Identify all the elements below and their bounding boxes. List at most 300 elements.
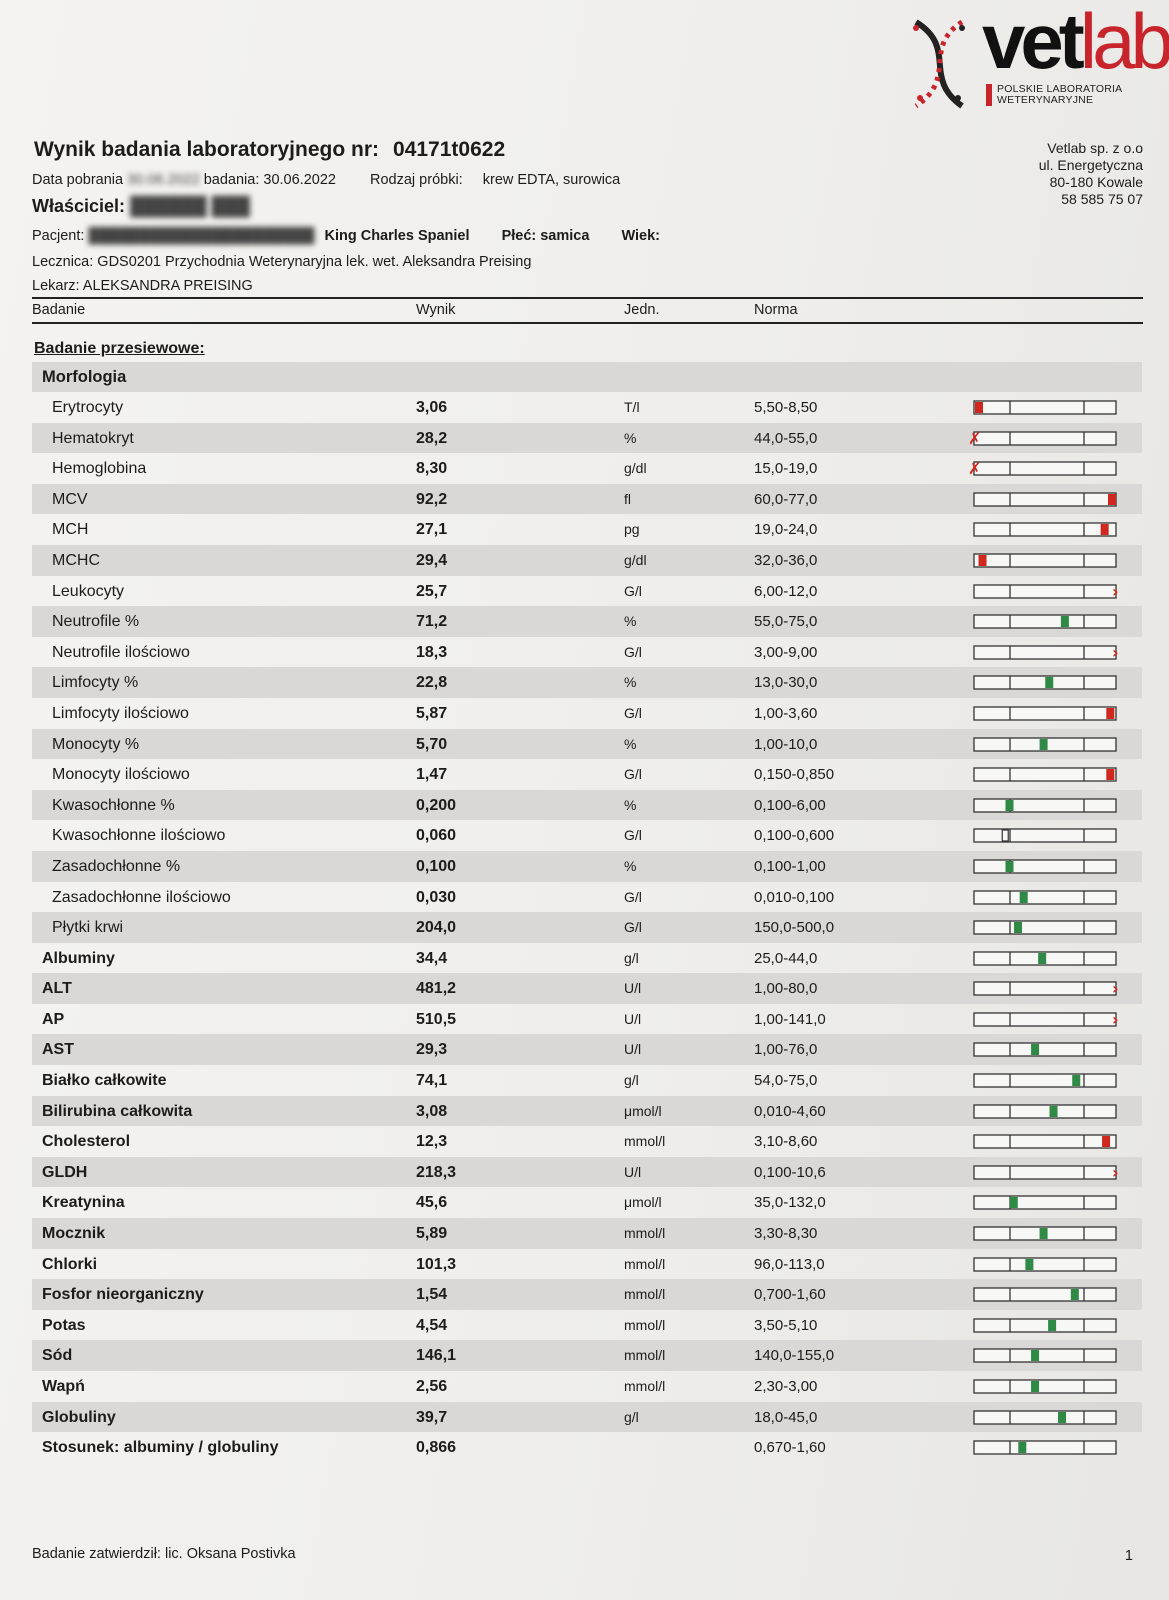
range-bar (968, 1318, 1124, 1340)
value-marker (1040, 739, 1048, 750)
table-row (32, 1004, 1142, 1035)
logo-vet: vet (982, 0, 1080, 85)
out-of-range-marker: › (1112, 981, 1119, 999)
test-norm: 1,00-76,0 (754, 1041, 818, 1059)
range-bar-frame (974, 921, 1116, 934)
test-result: 18,3 (416, 643, 448, 661)
table-row (32, 484, 1142, 515)
page-number: 1 (1124, 1548, 1133, 1564)
dates-prefix: Data pobrania (32, 172, 124, 188)
company-city: 80-180 Kowale (1049, 174, 1143, 190)
table-row (32, 820, 1142, 851)
test-result: 12,3 (416, 1133, 448, 1151)
test-norm: 44,0-55,0 (754, 429, 818, 447)
test-result: 146,1 (416, 1347, 457, 1365)
range-bar-frame (974, 829, 1116, 842)
range-bar (968, 1379, 1124, 1401)
test-unit: mmol/l (624, 1286, 666, 1303)
test-result: 34,4 (416, 949, 448, 967)
table-row (32, 637, 1142, 668)
test-norm: 96,0-113,0 (754, 1255, 825, 1273)
range-bar (968, 767, 1124, 789)
report-number: 04171t0622 (393, 138, 506, 161)
value-marker (1006, 800, 1014, 811)
test-result: 45,6 (416, 1194, 448, 1212)
test-norm: 3,50-5,10 (754, 1316, 818, 1334)
test-unit: g/l (624, 1408, 639, 1425)
test-result: 1,47 (416, 766, 448, 784)
table-row (32, 1218, 1142, 1249)
table-row (32, 1126, 1142, 1157)
value-marker (1040, 1228, 1048, 1239)
company-street: ul. Energetyczna (1038, 157, 1143, 173)
test-result: 92,2 (416, 490, 448, 508)
range-bar (968, 1287, 1124, 1309)
test-name: Globuliny (42, 1408, 116, 1426)
test-result: 0,030 (416, 888, 457, 906)
test-result: 510,5 (416, 1010, 457, 1028)
test-norm: 6,00-12,0 (754, 582, 818, 600)
test-result: 4,54 (416, 1316, 448, 1334)
test-result: 0,100 (416, 857, 457, 875)
range-bar-frame (974, 799, 1116, 812)
header-norm: Norma (754, 302, 798, 318)
range-bar (968, 1042, 1124, 1064)
test-name: Monocyty % (52, 735, 140, 753)
test-name: Stosunek: albuminy / globuliny (42, 1439, 279, 1457)
test-name: Fosfor nieorganiczny (42, 1286, 204, 1304)
range-bar-frame (974, 1380, 1116, 1393)
range-bar (968, 1440, 1124, 1462)
test-result: 1,54 (416, 1286, 448, 1304)
range-bar (968, 1348, 1124, 1370)
clinic-line: Lecznica: GDS0201 Przychodnia Weterynaryjna lek. wet. Aleksandra Preising (32, 254, 532, 270)
range-bar (968, 1165, 1124, 1187)
range-bar (968, 1134, 1124, 1156)
test-unit: U/l (624, 1163, 642, 1180)
range-bar (968, 1104, 1124, 1126)
table-row (32, 1279, 1142, 1310)
test-name: Zasadochłonne ilościowo (52, 888, 231, 906)
test-name: AP (42, 1010, 65, 1028)
range-bar-frame (974, 768, 1116, 781)
test-unit: mmol/l (624, 1133, 666, 1150)
test-name: Albuminy (42, 949, 115, 967)
test-norm: 19,0-24,0 (754, 521, 818, 539)
test-name: MCHC (52, 551, 100, 569)
range-bar (968, 859, 1124, 881)
out-of-range-marker: › (1112, 1011, 1119, 1029)
range-bar-frame (974, 432, 1116, 445)
value-marker (1048, 1320, 1056, 1331)
test-name: Bilirubina całkowita (42, 1102, 193, 1120)
value-marker (1061, 616, 1069, 627)
range-bar-frame (974, 1043, 1116, 1056)
test-name: MCH (52, 521, 89, 539)
value-marker (1010, 1197, 1018, 1208)
value-marker (1006, 861, 1014, 872)
range-bar (968, 890, 1124, 912)
range-bar (968, 645, 1124, 667)
test-name: Cholesterol (42, 1133, 131, 1151)
owner-label: Właściciel: (32, 196, 126, 216)
test-norm: 55,0-75,0 (754, 613, 818, 631)
section-title: Badanie przesiewowe: (34, 340, 205, 357)
header-unit: Jedn. (624, 302, 660, 318)
range-bar (968, 737, 1124, 759)
table-row (32, 943, 1142, 974)
logo-subtitle-line1: POLSKIE LABORATORIA (997, 83, 1123, 95)
test-name: Kreatynina (42, 1194, 125, 1212)
test-unit: g/dl (624, 551, 647, 568)
test-unit: fl (624, 490, 631, 507)
dates-line (32, 172, 620, 188)
range-bar-frame (974, 615, 1116, 628)
out-of-range-marker: ✗ (968, 461, 982, 479)
test-norm: 1,00-141,0 (754, 1010, 826, 1028)
owner-redacted: ██████ ███ (130, 196, 250, 216)
test-norm: 25,0-44,0 (754, 949, 818, 967)
range-bar (968, 431, 1124, 453)
test-norm: 140,0-155,0 (754, 1347, 835, 1365)
range-bar-frame (974, 1288, 1116, 1301)
test-norm: 3,30-8,30 (754, 1225, 818, 1243)
report-title (34, 138, 505, 162)
test-norm: 32,0-36,0 (754, 551, 818, 569)
range-bar-frame (974, 1013, 1116, 1026)
value-marker (975, 402, 983, 413)
test-norm: 0,100-10,6 (754, 1163, 826, 1181)
range-bar-frame (974, 1411, 1116, 1424)
patient-breed: King Charles Spaniel (324, 228, 470, 244)
logo-lab: lab (1079, 0, 1169, 85)
value-marker (1020, 892, 1028, 903)
test-name: Kwasochłonne ilościowo (52, 827, 226, 845)
test-norm: 1,00-3,60 (754, 704, 818, 722)
range-bar-frame (974, 1258, 1116, 1271)
test-unit: mmol/l (624, 1255, 666, 1272)
test-norm: 54,0-75,0 (754, 1072, 818, 1090)
test-result: 29,4 (416, 551, 448, 569)
test-norm: 1,00-80,0 (754, 980, 818, 998)
header-test: Badanie (32, 302, 86, 318)
test-result: 71,2 (416, 613, 448, 631)
table-row (32, 423, 1142, 454)
range-bar-frame (974, 462, 1116, 475)
test-unit: T/l (624, 399, 640, 415)
value-marker (1018, 1442, 1026, 1453)
table-row (32, 667, 1142, 698)
company-phone: 58 585 75 07 (1061, 191, 1143, 207)
dna-helix-icon (908, 18, 972, 110)
test-unit: % (624, 796, 637, 813)
test-norm: 5,50-8,50 (754, 399, 818, 416)
range-bar (968, 522, 1124, 544)
value-marker (1106, 708, 1114, 719)
value-marker (1108, 494, 1116, 505)
value-marker (1031, 1350, 1039, 1361)
test-result: 28,2 (416, 429, 448, 447)
table-row (32, 545, 1142, 576)
test-norm: 2,30-3,00 (754, 1378, 818, 1395)
table-row (32, 973, 1142, 1004)
test-unit: pg (624, 521, 640, 538)
test-norm: 15,0-19,0 (754, 460, 818, 478)
test-result: 0,060 (416, 827, 457, 845)
range-bar (968, 553, 1124, 575)
test-unit: G/l (624, 827, 642, 844)
test-norm: 0,010-0,100 (754, 888, 835, 906)
out-of-range-marker: › (1112, 644, 1119, 662)
test-unit: mmol/l (624, 1316, 666, 1333)
out-of-range-marker: › (1112, 583, 1119, 601)
range-bar-frame (974, 1166, 1116, 1179)
table-header (32, 302, 1142, 322)
out-of-range-marker: ✗ (968, 430, 982, 448)
value-marker (1025, 1259, 1033, 1270)
value-marker (1038, 953, 1046, 964)
range-bar-frame (974, 554, 1116, 567)
test-unit: % (624, 857, 637, 874)
table-row (32, 729, 1142, 760)
approval-footer: Badanie zatwierdził: lic. Oksana Postivka (32, 1546, 296, 1562)
test-unit: U/l (624, 1041, 642, 1058)
test-norm: 3,10-8,60 (754, 1133, 818, 1151)
range-bar (968, 400, 1124, 422)
test-norm: 0,100-6,00 (754, 796, 826, 814)
value-marker (1014, 922, 1022, 933)
test-unit: μmol/l (624, 1102, 662, 1119)
table-row (32, 1249, 1142, 1280)
test-unit: mmol/l (624, 1225, 666, 1242)
test-unit: U/l (624, 980, 642, 997)
range-bar-frame (974, 707, 1116, 720)
table-row (32, 882, 1142, 913)
test-name: Chlorki (42, 1255, 98, 1273)
table-row (32, 790, 1142, 821)
test-result: 25,7 (416, 582, 448, 600)
group-title: Morfologia (42, 368, 127, 386)
value-marker (1071, 1289, 1079, 1300)
test-name: AST (42, 1041, 74, 1059)
test-result: 74,1 (416, 1072, 448, 1090)
test-name: ALT (42, 980, 72, 998)
vetlab-logo (908, 0, 1169, 118)
value-marker (979, 555, 987, 566)
sample-value: krew EDTA, surowica (482, 172, 621, 188)
test-norm: 0,100-0,600 (754, 827, 835, 845)
test-name: Monocyty ilościowo (52, 766, 190, 784)
test-name: Białko całkowite (42, 1072, 167, 1090)
test-name: Płytki krwi (52, 919, 124, 937)
header-rule-bottom (32, 322, 1143, 324)
table-row (32, 606, 1142, 637)
test-norm: 1,00-10,0 (754, 735, 818, 753)
doctor-line: Lekarz: ALEKSANDRA PREISING (32, 278, 253, 294)
table-row (32, 1402, 1142, 1433)
range-bar (968, 706, 1124, 728)
table-row (32, 698, 1142, 729)
value-marker (1072, 1075, 1080, 1086)
value-marker (1058, 1412, 1066, 1423)
test-norm: 0,700-1,60 (754, 1286, 826, 1304)
test-unit: G/l (624, 582, 642, 599)
range-bar (968, 1410, 1124, 1432)
test-result: 204,0 (416, 919, 457, 937)
range-bar (968, 675, 1124, 697)
test-unit: % (624, 735, 637, 752)
test-unit: % (624, 674, 637, 691)
test-result: 218,3 (416, 1163, 457, 1181)
test-name: Zasadochłonne % (52, 857, 181, 875)
range-bar-frame (974, 585, 1116, 598)
test-norm: 3,00-9,00 (754, 643, 818, 661)
value-marker (1106, 769, 1114, 780)
test-name: Hemoglobina (52, 460, 147, 478)
table-row (32, 1187, 1142, 1218)
company-name: Vetlab sp. z o.o (1047, 140, 1143, 156)
test-norm: 0,010-4,60 (754, 1102, 826, 1120)
test-unit: mmol/l (624, 1378, 666, 1394)
table-row (32, 514, 1142, 545)
test-norm: 0,670-1,60 (754, 1439, 826, 1457)
test-result: 5,89 (416, 1225, 448, 1243)
table-row (32, 1340, 1142, 1371)
report-title-label: Wynik badania laboratoryjnego nr: (34, 138, 380, 161)
group-header (32, 362, 1142, 392)
table-row (32, 1096, 1142, 1127)
table-row (32, 1157, 1142, 1188)
patient-line (32, 228, 660, 244)
results-table (32, 392, 1142, 1463)
test-unit: g/l (624, 1072, 639, 1089)
table-row (32, 453, 1142, 484)
logo-subtitle-line2: WETERYNARYJNE (997, 94, 1094, 106)
test-name: MCV (52, 490, 88, 508)
test-result: 5,70 (416, 735, 448, 753)
logo-subtitle (986, 84, 1122, 106)
range-bar-frame (974, 982, 1116, 995)
test-unit: g/dl (624, 460, 647, 477)
dates-redacted: 30.06.2022 (127, 172, 200, 188)
test-result: 3,08 (416, 1102, 448, 1120)
range-bar (968, 1257, 1124, 1279)
table-row (32, 912, 1142, 943)
range-bar (968, 1012, 1124, 1034)
test-result: 8,30 (416, 460, 448, 478)
range-bar (968, 951, 1124, 973)
range-bar-frame (974, 1196, 1116, 1209)
test-name: GLDH (42, 1163, 88, 1181)
test-unit: % (624, 613, 637, 630)
range-bar-frame (974, 1135, 1116, 1148)
test-unit: G/l (624, 888, 642, 905)
value-marker (1102, 1136, 1110, 1147)
range-bar (968, 1226, 1124, 1248)
table-row (32, 1310, 1142, 1341)
test-name: Kwasochłonne % (52, 796, 175, 814)
test-unit: μmol/l (624, 1194, 662, 1211)
test-name: Leukocyty (52, 582, 125, 600)
logo-wordmark (982, 0, 1169, 85)
test-name: Neutrofile ilościowo (52, 643, 190, 661)
range-bar (968, 828, 1124, 850)
table-row (32, 1432, 1142, 1463)
test-name: Potas (42, 1316, 86, 1334)
patient-label: Pacjent: (32, 228, 85, 244)
table-row (32, 1065, 1142, 1096)
test-result: 22,8 (416, 674, 448, 692)
range-bar-frame (974, 1074, 1116, 1087)
table-row (32, 1034, 1142, 1065)
test-norm: 150,0-500,0 (754, 919, 835, 937)
test-name: Neutrofile % (52, 613, 140, 631)
patient-sex: Płeć: samica (501, 228, 590, 244)
dates-suffix: badania: 30.06.2022 (203, 172, 336, 188)
test-norm: 18,0-45,0 (754, 1408, 818, 1426)
range-bar (968, 584, 1124, 606)
range-bar (968, 614, 1124, 636)
test-name: Mocznik (42, 1225, 106, 1243)
test-norm: 60,0-77,0 (754, 490, 818, 508)
test-norm: 35,0-132,0 (754, 1194, 826, 1212)
test-name: Limfocyty % (52, 674, 139, 692)
header-rule-top (32, 297, 1143, 299)
company-address (1039, 140, 1143, 208)
test-norm: 0,150-0,850 (754, 766, 835, 784)
range-bar (968, 492, 1124, 514)
test-result: 5,87 (416, 704, 448, 722)
test-result: 29,3 (416, 1041, 448, 1059)
range-bar-frame (974, 860, 1116, 873)
table-row (32, 392, 1142, 423)
range-bar-frame (974, 1319, 1116, 1332)
value-marker (1050, 1106, 1058, 1117)
owner-line (32, 196, 250, 217)
test-result: 3,06 (416, 399, 448, 416)
patient-age-label: Wiek: (621, 228, 661, 244)
value-marker (1031, 1044, 1039, 1055)
table-row (32, 759, 1142, 790)
range-bar (968, 461, 1124, 483)
range-bar-frame (974, 676, 1116, 689)
test-unit: G/l (624, 704, 642, 721)
test-result: 101,3 (416, 1255, 457, 1273)
test-name: Wapń (42, 1378, 85, 1395)
value-marker (1045, 677, 1053, 688)
test-norm: 0,100-1,00 (754, 857, 826, 875)
range-bar-frame (974, 493, 1116, 506)
test-result: 39,7 (416, 1408, 448, 1426)
test-result: 0,866 (416, 1439, 457, 1457)
range-bar-frame (974, 1441, 1116, 1454)
range-bar (968, 1073, 1124, 1095)
range-bar (968, 1195, 1124, 1217)
range-bar-frame (974, 401, 1116, 414)
range-bar-frame (974, 1349, 1116, 1362)
out-of-range-marker: › (1112, 1164, 1119, 1182)
value-marker (1101, 524, 1109, 535)
patient-redacted: ██████████████████████ (88, 228, 315, 244)
test-unit: G/l (624, 643, 642, 660)
range-bar-frame (974, 891, 1116, 904)
test-unit: % (624, 429, 637, 446)
value-marker (1031, 1381, 1039, 1392)
test-name: Sód (42, 1347, 73, 1365)
test-unit: g/l (624, 949, 639, 966)
test-unit: mmol/l (624, 1347, 666, 1364)
test-result: 0,200 (416, 796, 457, 814)
